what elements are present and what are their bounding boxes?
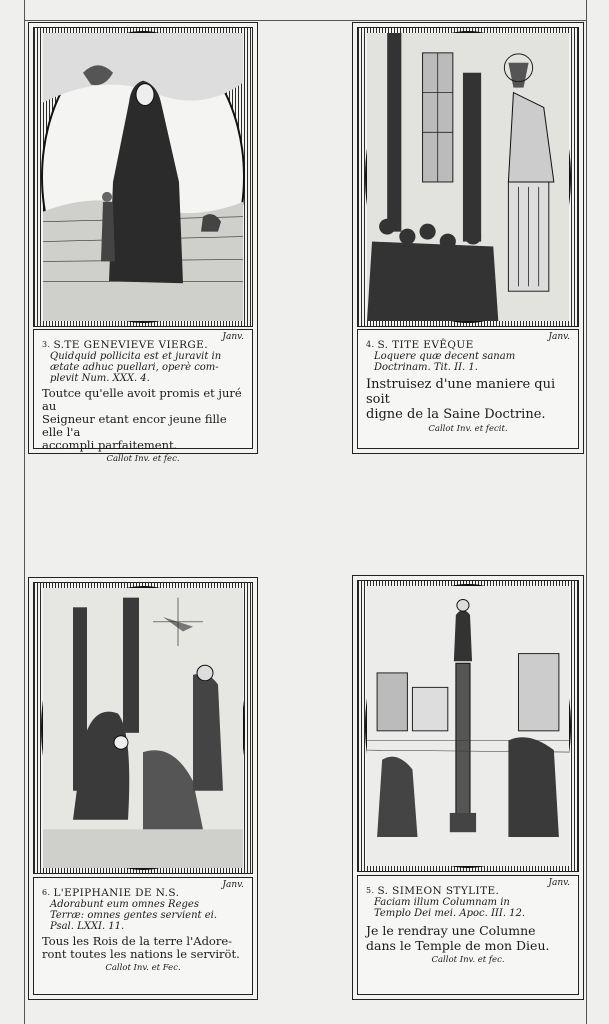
french-line: Je le rendray une Columne [366, 923, 536, 938]
month-label: Janv. [222, 880, 244, 890]
sheet-border-right [586, 0, 587, 1024]
saint-name: L'EPIPHANIE DE N.S. [53, 887, 180, 899]
latin-line: Adorabunt eum omnes Reges [50, 899, 199, 910]
sheet-border-top [24, 20, 587, 21]
month-label: Janv. [548, 878, 570, 888]
engraver-signature: Callot Inv. et fec. [106, 454, 180, 464]
latin-line: plevit Num. XXX. 4. [50, 373, 150, 384]
genevieve-engraving [43, 33, 243, 321]
engraving-frame [357, 580, 579, 872]
french-line: digne de la Saine Doctrine. [366, 407, 546, 422]
latin-line: Terræ: omnes gentes servient ei. [50, 910, 218, 921]
latin-line: ætate adhuc puellari, operè com- [50, 362, 219, 373]
oval-vignette [41, 31, 245, 323]
engraving-frame [33, 582, 253, 874]
engraving-frame [33, 27, 253, 327]
month-label: Janv. [548, 332, 570, 342]
oval-vignette [41, 586, 245, 870]
plate-title [42, 887, 244, 899]
plate-title [366, 339, 570, 351]
plate-number: 4. [366, 340, 375, 349]
latin-line: Faciam illum Columnam in [374, 897, 510, 908]
engraver-signature: Callot Inv. et fecit. [428, 424, 508, 434]
saint-name: S.TE GENEVIEVE VIERGE. [53, 339, 208, 351]
saint-name: S. SIMEON STYLITE. [377, 885, 500, 897]
plate-number: 3. [42, 340, 51, 349]
plate-genevieve [28, 22, 258, 464]
engraving-frame [357, 27, 579, 327]
tite-engraving [367, 33, 569, 321]
latin-line: Loquere quæ decent sanam [374, 351, 516, 362]
saint-name: S. TITE EVÊQUE [377, 339, 474, 351]
french-line: Tous les Rois de la terre l'Adore- [42, 934, 233, 948]
engraver-signature: Callot Inv. et Fec. [105, 963, 181, 973]
caption-box [357, 875, 579, 995]
french-line: Toutce qu'elle avoit promis et juré au [42, 386, 242, 413]
latin-line: Quidquid pollicita est et juravit in [50, 351, 222, 362]
french-line: dans le Temple de mon Dieu. [366, 938, 550, 953]
plate-simeon [352, 575, 584, 1000]
latin-line: Doctrinam. Tit. II. 1. [374, 362, 478, 373]
caption-box [33, 877, 253, 995]
french-line: ront toutes les nations le serviröt. [42, 947, 240, 961]
caption-box [357, 329, 579, 449]
plate-epiphanie [28, 577, 258, 1000]
latin-line: Templo Dei mei. Apoc. III. 12. [374, 908, 526, 919]
plate-title [366, 885, 570, 897]
oval-vignette [365, 31, 571, 323]
caption-box [33, 329, 253, 464]
month-label: Janv. [222, 332, 244, 342]
plate-tite [352, 22, 584, 454]
plate-number: 6. [42, 888, 51, 897]
french-line: Instruisez d'une maniere qui soit [366, 377, 556, 407]
french-line: accompli parfaitement. [42, 438, 178, 452]
plate-number: 5. [366, 886, 375, 895]
simeon-engraving [367, 586, 569, 866]
epiphanie-engraving [43, 588, 243, 868]
oval-vignette [365, 584, 571, 868]
sheet-border-left [24, 0, 25, 1024]
french-line: Seigneur etant encor jeune fille elle l'a [42, 412, 227, 439]
engraver-signature: Callot Inv. et fec. [431, 955, 505, 965]
latin-line: Psal. LXXI. 11. [50, 921, 125, 932]
plate-title [42, 339, 244, 351]
